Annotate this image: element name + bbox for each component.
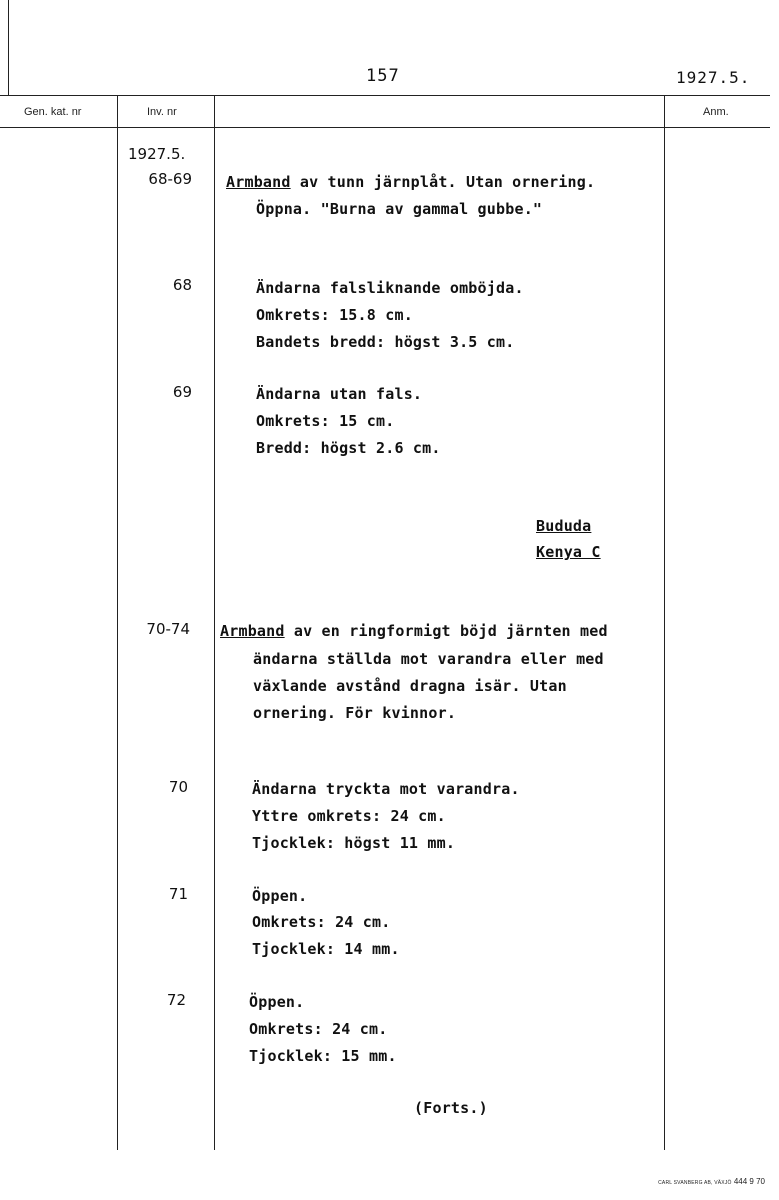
armband-desc-1: av tunn järnplåt. Utan ornering. bbox=[290, 173, 596, 191]
inv-72: 72 bbox=[166, 991, 186, 1009]
header-top-rule bbox=[0, 95, 770, 96]
form-code: 444 9 70 bbox=[733, 1177, 765, 1186]
inv-69: 69 bbox=[172, 383, 192, 401]
inv-68: 68 bbox=[172, 276, 192, 294]
entry-69-line3: Bredd: högst 2.6 cm. bbox=[256, 439, 441, 457]
entry-68-line1: Ändarna falsliknande omböjda. bbox=[256, 279, 524, 297]
entry-70-line3: Tjocklek: högst 11 mm. bbox=[252, 834, 456, 852]
inv-70-74: 70-74 bbox=[146, 620, 190, 638]
entry-69-line1: Ändarna utan fals. bbox=[256, 385, 423, 403]
armband-desc-2: av en ringformigt böjd järnten med bbox=[284, 622, 608, 640]
column-divider-inv-text bbox=[214, 95, 215, 1150]
column-header-inv: Inv. nr bbox=[147, 106, 177, 118]
entry-71-line2: Omkrets: 24 cm. bbox=[252, 913, 391, 931]
catalog-year: 1927.5. bbox=[676, 68, 751, 87]
entry-70-74-line3: växlande avstånd dragna isär. Utan bbox=[253, 677, 567, 695]
entry-72-line3: Tjocklek: 15 mm. bbox=[249, 1047, 397, 1065]
inv-68-69: 68-69 bbox=[148, 170, 192, 188]
inv-year: 1927.5. bbox=[128, 145, 186, 163]
armband-heading-2: Armband bbox=[220, 622, 285, 640]
entry-72-line1: Öppen. bbox=[249, 993, 305, 1011]
entry-72-line2: Omkrets: 24 cm. bbox=[249, 1020, 388, 1038]
column-header-anm: Anm. bbox=[703, 106, 729, 118]
place-bududa: Bududa bbox=[536, 517, 592, 535]
entry-68-69-line2: Öppna. "Burna av gammal gubbe." bbox=[256, 200, 543, 218]
header-bottom-rule bbox=[0, 127, 770, 128]
entry-68-line3: Bandets bredd: högst 3.5 cm. bbox=[256, 333, 515, 351]
column-header-gen-kat: Gen. kat. nr bbox=[24, 106, 82, 118]
entry-70-line2: Yttre omkrets: 24 cm. bbox=[252, 807, 446, 825]
page-number: 157 bbox=[366, 66, 400, 86]
entry-71-line1: Öppen. bbox=[252, 887, 308, 905]
entry-68-69-line1 bbox=[226, 173, 595, 191]
entry-69-line2: Omkrets: 15 cm. bbox=[256, 412, 395, 430]
printer-imprint bbox=[658, 1177, 765, 1186]
entry-70-74-line1 bbox=[220, 622, 608, 640]
printer-name: CARL SVANBERG AB, VÄXJÖ bbox=[658, 1180, 732, 1186]
entry-68-line2: Omkrets: 15.8 cm. bbox=[256, 306, 413, 324]
inv-71: 71 bbox=[168, 885, 188, 903]
continued-note: (Forts.) bbox=[414, 1099, 488, 1117]
entry-70-line1: Ändarna tryckta mot varandra. bbox=[252, 780, 520, 798]
column-divider-text-anm bbox=[664, 95, 665, 1150]
entry-70-74-line2: ändarna ställda mot varandra eller med bbox=[253, 650, 604, 668]
entry-70-74-line4: ornering. För kvinnor. bbox=[253, 704, 457, 722]
entry-71-line3: Tjocklek: 14 mm. bbox=[252, 940, 400, 958]
place-kenya: Kenya C bbox=[536, 543, 601, 561]
armband-heading-1: Armband bbox=[226, 173, 291, 191]
left-margin-line bbox=[8, 0, 9, 95]
inv-70: 70 bbox=[168, 778, 188, 796]
